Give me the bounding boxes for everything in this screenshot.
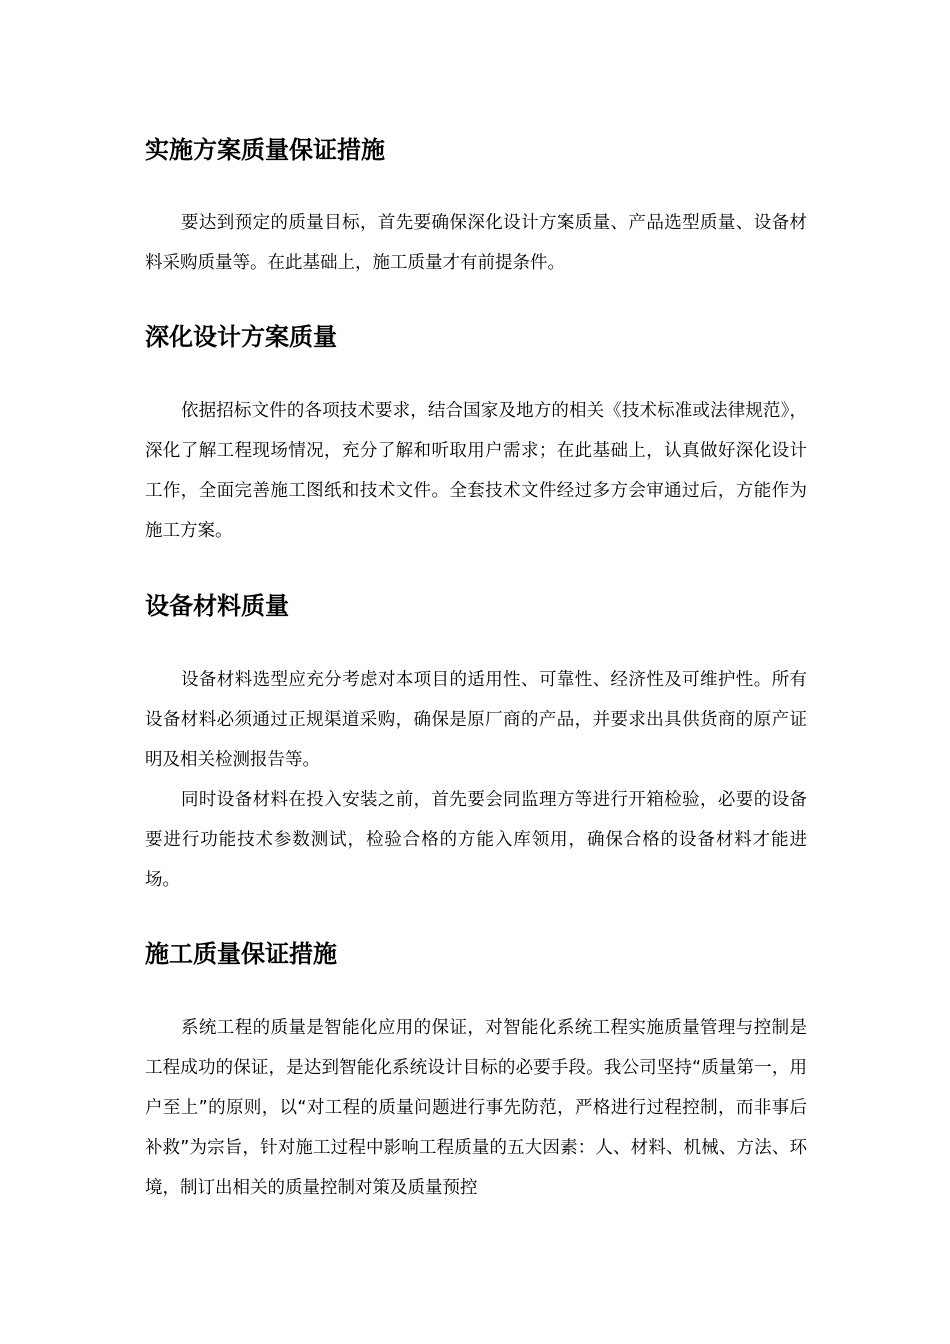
section-heading-design-quality: 深化设计方案质量 (145, 323, 337, 351)
paragraph-material-inspection: 同时设备材料在投入安装之前，首先要会同监理方等进行开箱检验，必要的设备要进行功能技术参数测试，检验合格的方能入库领用，确保合格的设备材料才能进场。 (145, 790, 807, 890)
section-heading-implementation-quality: 实施方案质量保证措施 (145, 136, 385, 164)
paragraph-material-selection: 设备材料选型应充分考虑对本项目的适用性、可靠性、经济性及可维护性。所有设备材料必须通过正规渠道采购，确保是原厂商的产品，并要求出具供货商的原产证明及相关检测报告等。 (145, 670, 807, 770)
paragraph-design-quality: 依据招标文件的各项技术要求，结合国家及地方的相关《技术标准或法律规范》，深化了解工程现场情况，充分了解和听取用户需求；在此基础上，认真做好深化设计工作，全面完善施工图纸和技术文件。全套技术文件经过多方会审通过后，方能作为施工方案。 (145, 401, 807, 541)
section-heading-construction-quality: 施工质量保证措施 (145, 940, 337, 968)
section-heading-material-quality: 设备材料质量 (145, 592, 289, 620)
paragraph-construction-quality: 系统工程的质量是智能化应用的保证，对智能化系统工程实施质量管理与控制是工程成功的保证，是达到智能化系统设计目标的必要手段。我公司坚持“质量第一，用户至上”的原则，以“对工程的质量问题进行事先防范，严格进行过程控制，而非事后补救”为宗旨，针对施工过程中影响工程质量的五大因素：人、材料、机械、方法、环境，制订出相关的质量控制对策及质量预控 (145, 1018, 807, 1198)
paragraph-implementation-quality: 要达到预定的质量目标，首先要确保深化设计方案质量、产品选型质量、设备材料采购质量等。在此基础上，施工质量才有前提条件。 (145, 213, 807, 273)
